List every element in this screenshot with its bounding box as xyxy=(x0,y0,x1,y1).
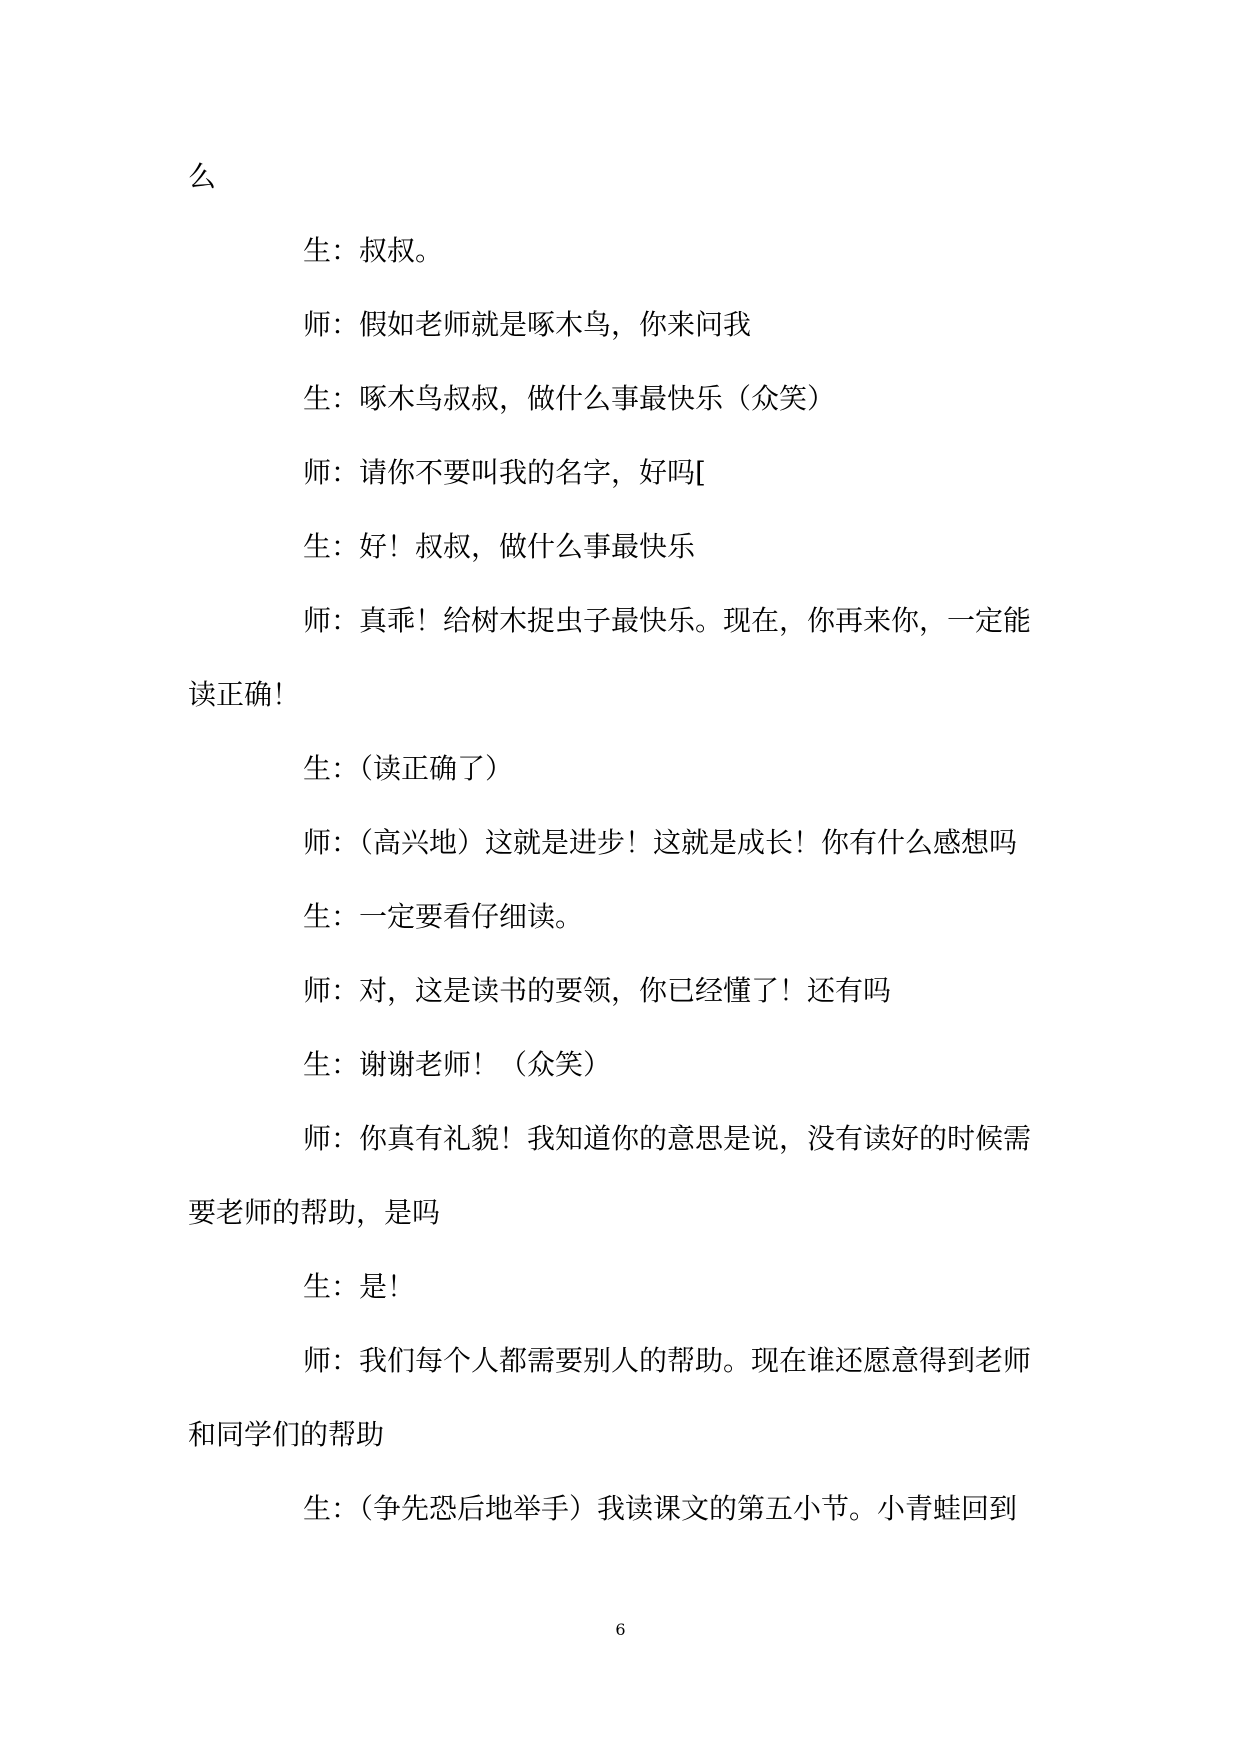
paragraph-line: 师：对，这是读书的要领，你已经懂了！还有吗 xyxy=(303,974,892,1007)
paragraph-line: 读正确！ xyxy=(188,678,301,711)
document-body xyxy=(188,140,1058,1546)
paragraph-line: 师：假如老师就是啄木鸟，你来问我 xyxy=(303,308,752,341)
paragraph-line: 生：一定要看仔细读。 xyxy=(303,900,584,933)
paragraph-line: 师：请你不要叫我的名字，好吗[ xyxy=(303,456,706,489)
paragraph-line: 生：好！叔叔，做什么事最快乐 xyxy=(303,530,696,563)
paragraph-line: 生：谢谢老师！（众笑） xyxy=(303,1048,612,1081)
paragraph-line: 和同学们的帮助 xyxy=(188,1418,385,1451)
page-number: 6 xyxy=(615,1620,626,1639)
paragraph-line: 么 xyxy=(188,160,217,193)
paragraph-line: 生：啄木鸟叔叔，做什么事最快乐（众笑） xyxy=(303,382,836,415)
paragraph-line: 生：（读正确了） xyxy=(303,752,514,785)
paragraph-line: 生：（争先恐后地举手）我读课文的第五小节。小青蛙回到 xyxy=(303,1492,1018,1525)
paragraph-line: 生：是！ xyxy=(303,1270,416,1303)
paragraph-line: 要老师的帮助，是吗 xyxy=(188,1196,441,1229)
paragraph-line: 师：你真有礼貌！我知道你的意思是说，没有读好的时候需 xyxy=(303,1122,1032,1155)
paragraph-line: 师：我们每个人都需要别人的帮助。现在谁还愿意得到老师 xyxy=(303,1344,1032,1377)
paragraph-line: 师：真乖！给树木捉虫子最快乐。现在，你再来你，一定能 xyxy=(303,604,1032,637)
paragraph-line: 生：叔叔。 xyxy=(303,234,444,267)
paragraph-line: 师：（高兴地）这就是进步！这就是成长！你有什么感想吗 xyxy=(303,826,1018,859)
